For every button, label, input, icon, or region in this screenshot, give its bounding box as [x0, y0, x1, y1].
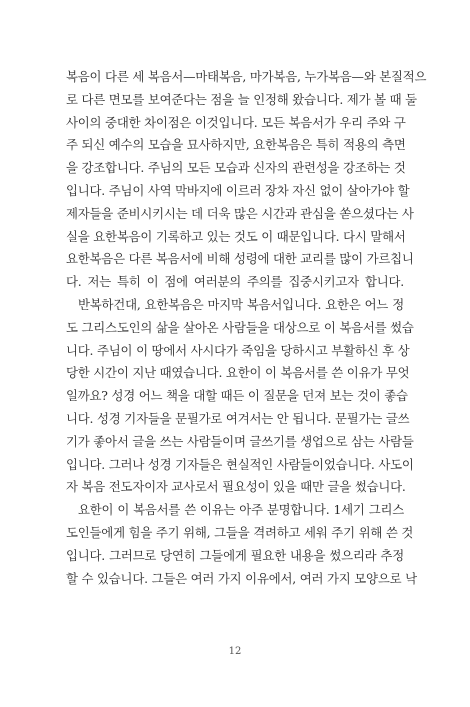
text-line: 실을 요한복음이 기록하고 있는 것도 이 때문입니다. 다시 말해서: [66, 228, 406, 244]
text-line: 제자들을 준비시키시는 데 더욱 많은 시간과 관심을 쏟으셨다는 사: [66, 205, 414, 221]
text-line: 요한이 이 복음서를 쓴 이유는 아주 분명합니다. 1세기 그리스: [78, 502, 404, 518]
text-line: 일까요? 성경 어느 책을 대할 때든 이 질문을 던져 보는 것이 좋습: [66, 388, 408, 404]
text-line: 자 복음 전도자이자 교사로서 필요성이 있을 때만 글을 썼습니다.: [66, 479, 406, 495]
text-line: 다. 저는 특히 이 점에 여러분의 주의를 집중시키고자 합니다.: [66, 274, 404, 290]
text-line: 입니다. 주님이 사역 막바지에 이르러 장차 자신 없이 살아가야 할: [66, 182, 410, 198]
text-line: 기가 좋아서 글을 쓰는 사람들이며 글쓰기를 생업으로 삼는 사람들: [66, 433, 414, 449]
text-line: 입니다. 그러므로 당연히 그들에게 필요한 내용을 썼으리라 추정: [66, 547, 404, 563]
page-number: 12: [228, 646, 242, 657]
text-line: 할 수 있습니다. 그들은 여러 가지 이유에서, 여러 가지 모양으로 낙: [66, 570, 417, 586]
text-line: 니다. 성경 기자들을 문필가로 여겨서는 안 됩니다. 문필가는 글쓰: [66, 410, 410, 426]
body-text: [66, 66, 427, 590]
text-line: 로 다른 면모를 보여준다는 점을 늘 인정해 왔습니다. 제가 볼 때 둘: [66, 91, 417, 107]
text-line: 요한복음은 다른 복음서에 비해 성령에 대한 교리를 많이 가르칩니: [66, 251, 414, 267]
text-line: 반복하건대, 요한복음은 마지막 복음서입니다. 요한은 어느 정: [78, 296, 404, 312]
text-line: 당한 시간이 지난 때였습니다. 요한이 이 복음서를 쓴 이유가 무엇: [66, 365, 410, 381]
text-line: 도인들에게 힘을 주기 위해, 그들을 격려하고 세워 주기 위해 쓴 것: [66, 524, 414, 540]
paragraph: [66, 499, 417, 590]
paragraph: [66, 294, 414, 499]
paragraph: [66, 66, 427, 294]
text-line: 입니다. 그러나 성경 기자들은 현실적인 사람들이었습니다. 사도이: [66, 456, 414, 472]
text-line: 도 그리스도인의 삶을 살아온 사람들을 대상으로 이 복음서를 썼습: [66, 319, 414, 335]
text-line: 복음이 다른 세 복음서—마태복음, 마가복음, 누가복음—와 본질적으: [66, 69, 427, 84]
text-line: 주 되신 예수의 모습을 묘사하지만, 요한복음은 특히 적용의 측면: [66, 137, 406, 153]
text-line: 을 강조합니다. 주님의 모든 모습과 신자의 관련성을 강조하는 것: [66, 160, 406, 176]
text-line: 사이의 중대한 차이점은 이것입니다. 모든 복음서가 우리 주와 구: [66, 114, 406, 130]
text-line: 니다. 주님이 이 땅에서 사시다가 죽임을 당하시고 부활하신 후 상: [66, 342, 410, 358]
